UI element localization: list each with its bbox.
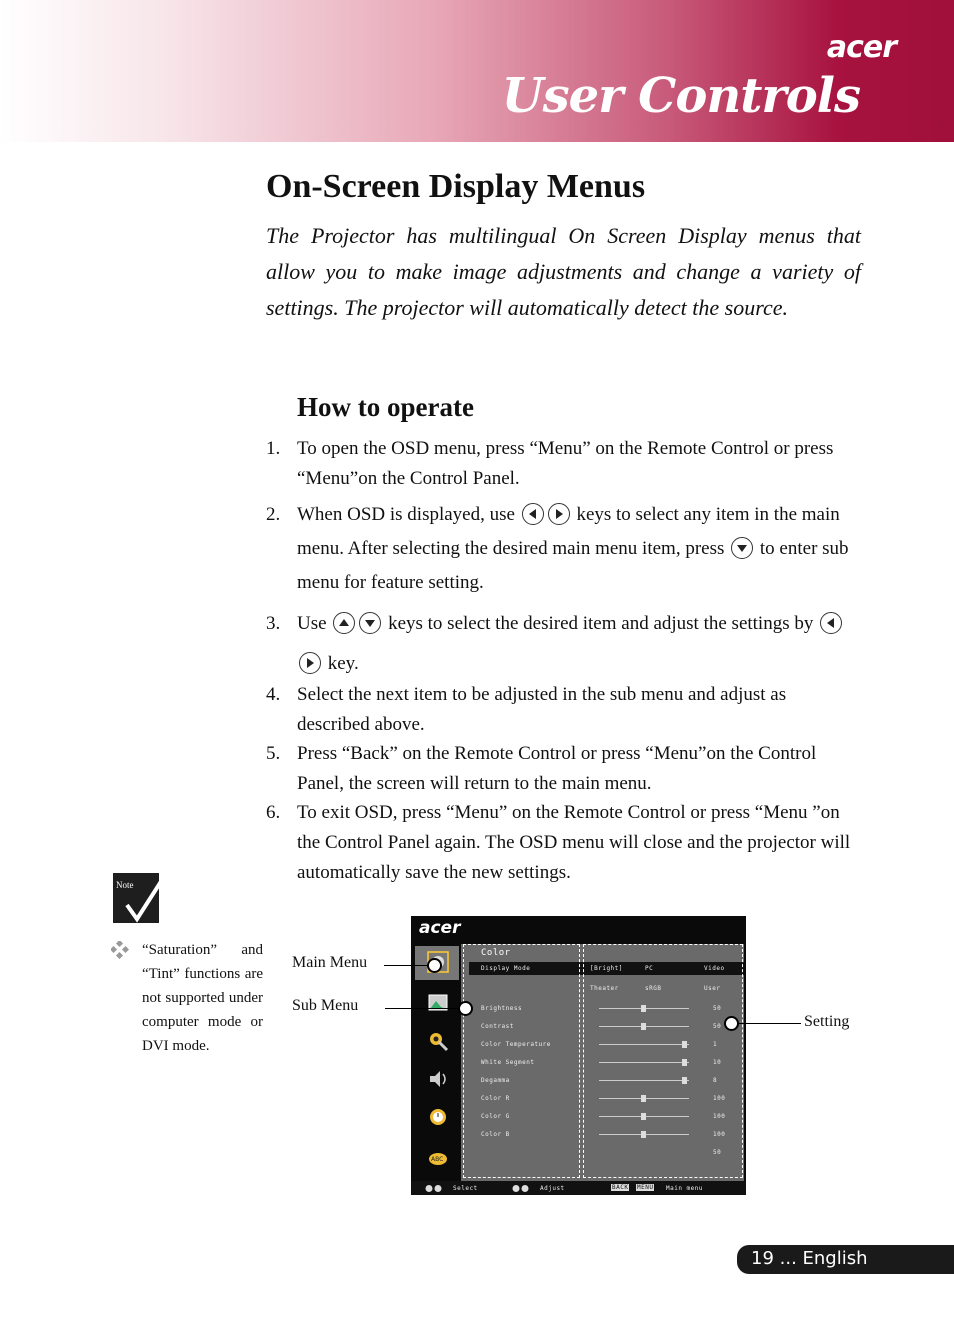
callout-dot [458,1001,473,1016]
setting-outline [583,944,743,1178]
step-number: 2. [266,504,281,525]
callout-line [385,1008,463,1009]
left-right-icon [512,1184,530,1193]
left-arrow-key-icon [522,503,544,525]
osd-setting-value: 8 [713,1077,718,1084]
step-text: To exit OSD, press “Menu” on the Remote Control or press “Menu ”on the Control Panel again. The OSD menu will close and the projector will automatically save the new settings. [297,802,851,883]
osd-bottom-bar [411,1181,746,1195]
osd-brand-logo: acer [419,918,461,938]
step-number: 3. [266,613,281,634]
note-text: “Saturation” and “Tint” functions are not supported under computer mode or DVI mode. [142,942,263,1054]
osd-setting-value: 50 [713,1149,722,1156]
osd-header: Color [481,948,511,958]
callout-sub-menu: Sub Menu [292,997,359,1014]
step-text: Select the next item to be adjusted in the sub menu and adjust as described above. [297,684,787,735]
left-arrow-key-icon [820,612,842,634]
step-6 [266,798,861,888]
bullet-icon [111,941,129,964]
osd-setting-label: Contrast [481,1023,514,1030]
callout-main-menu: Main Menu [292,954,368,971]
osd-setting-label: Color B [481,1131,510,1138]
osd-setting-value: 100 [713,1131,726,1138]
note-label: Note [116,880,134,890]
step-text-a: Use [297,613,327,634]
step-text-b: keys to select the desired item and adjust the settings by [388,613,814,634]
page-footer [737,1245,954,1274]
section-title: On-Screen Display Menus [266,168,646,205]
osd-screenshot [411,916,746,1195]
step-4 [266,680,861,740]
down-arrow-key-icon [731,537,753,559]
intro-paragraph: The Projector has multilingual On Screen Display menus that allow you to make image adjustments and change a variety of settings. The projector will automatically detect the source. [266,223,861,320]
osd-setting-label: Brightness [481,1005,523,1012]
step-1 [266,434,861,494]
osd-mode: [Bright] [590,965,623,972]
step-text-a: When OSD is displayed, use [297,504,515,525]
osd-mode: User [704,985,721,992]
osd-mode: PC [645,965,654,972]
page-number: 19 ... English [751,1248,868,1269]
callout-dot [427,958,442,973]
osd-mode: Video [704,965,725,972]
osd-setting-value: 50 [713,1023,722,1030]
osd-setting-label: White Segment [481,1059,535,1066]
osd-select-label: Select [453,1185,478,1192]
step-2 [266,498,861,600]
step-number: 6. [266,802,281,823]
brand-logo: acer [826,30,896,65]
callout-setting: Setting [804,1013,850,1030]
up-down-icon [425,1184,443,1193]
osd-setting-label: Color R [481,1095,510,1102]
checkmark-icon [113,867,173,927]
osd-mode: sRGB [645,985,662,992]
step-text-c: key. [327,653,359,674]
step-text: Press “Back” on the Remote Control or press “Menu”on the Control Panel, the screen will return to the main menu. [297,743,817,794]
language-icon [427,1146,449,1168]
osd-display-mode-label: Display Mode [481,965,531,972]
step-number: 5. [266,743,281,764]
osd-setting-label: Degamma [481,1077,510,1084]
howto-title: How to operate [297,392,474,422]
osd-setting-value: 1 [713,1041,718,1048]
step-number: 4. [266,684,281,705]
step-text: To open the OSD menu, press “Menu” on the Remote Control or press “Menu”on the Control Panel. [297,438,834,489]
osd-sub-menu [461,944,744,1181]
osd-setting-value: 100 [713,1095,726,1102]
timer-clock-icon [427,1106,449,1128]
step-number: 1. [266,438,281,459]
osd-back-key: BACK [612,1184,629,1191]
osd-setting-label: Color Temperature [481,1041,551,1048]
step-3 [266,604,861,684]
step-text-c: to enter sub menu for feature setting. [297,538,849,593]
down-arrow-key-icon [359,612,381,634]
settings-gear-icon [427,1030,449,1052]
right-arrow-key-icon [548,503,570,525]
image-icon [427,992,449,1014]
osd-mode: Theater [590,985,619,992]
note-icon [113,873,159,923]
osd-setting-value: 10 [713,1059,722,1066]
page-title: User Controls [501,68,860,124]
osd-setting-value: 100 [713,1113,726,1120]
osd-setting-value: 50 [713,1005,722,1012]
callout-dot [724,1016,739,1031]
right-arrow-key-icon [299,652,321,674]
osd-menu-key: MENU [637,1184,654,1191]
osd-main-menu-label: Main menu [666,1185,704,1192]
sub-menu-outline [463,944,580,1178]
step-text-b: keys to select any item in the main menu. After selecting the desired main menu item, press [297,504,840,559]
osd-setting-label: Color G [481,1113,510,1120]
audio-speaker-icon [427,1068,449,1090]
osd-adjust-label: Adjust [540,1185,565,1192]
callout-line [737,1023,801,1024]
step-5 [266,739,861,799]
header-banner [0,0,954,142]
up-arrow-key-icon [333,612,355,634]
svg-text:ABC: ABC [431,1156,444,1163]
osd-main-menu [415,944,460,1181]
